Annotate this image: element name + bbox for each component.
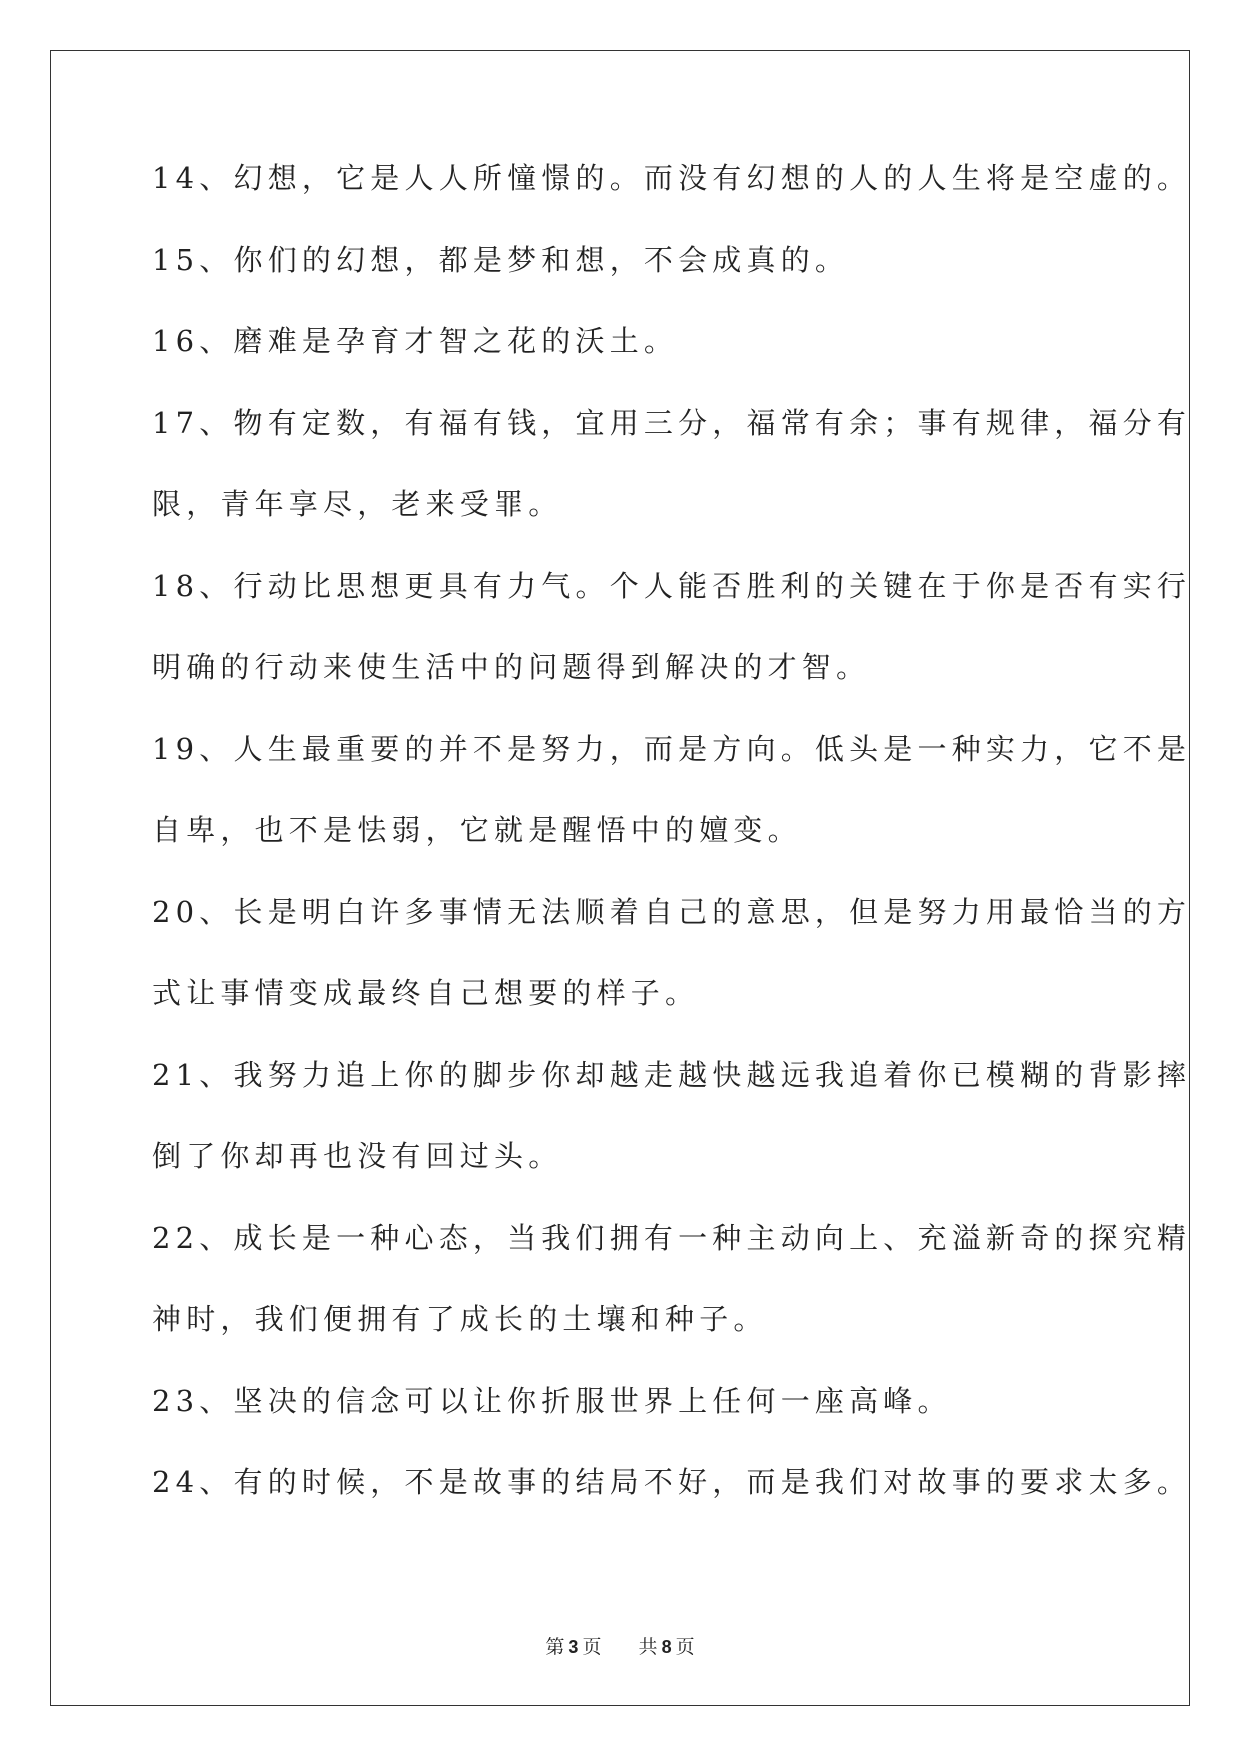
text-line: 21、我努力追上你的脚步你却越走越快越远我追着你已模糊的背影摔 [152,1057,1192,1092]
page-number [545,1636,609,1658]
page-suffix: 页 [582,1636,603,1658]
document-body [152,158,1192,1544]
text-line: 自卑，也不是怯弱，它就是醒悟中的嬗变。 [152,813,802,847]
text-line: 23、坚决的信念可以让你折服世界上任何一座高峰。 [152,1383,952,1418]
page-prefix: 第 [545,1636,566,1658]
total-suffix: 页 [675,1636,696,1658]
text-line: 17、物有定数，有福有钱，宜用三分，福常有余；事有规律，福分有 [152,405,1192,440]
page-footer [0,1632,1241,1659]
text-line: 明确的行动来使生活中的问题得到解决的才智。 [152,650,871,684]
page-total [639,1636,696,1658]
text-line: 16、磨难是孕育才智之花的沃土。 [152,324,679,358]
text-line: 22、成长是一种心态，当我们拥有一种主动向上、充溢新奇的探究精 [152,1220,1192,1255]
text-line: 倒了你却再也没有回过头。 [152,1139,563,1173]
text-line: 神时，我们便拥有了成长的土壤和种子。 [152,1302,768,1336]
text-line: 式让事情变成最终自己想要的样子。 [152,976,700,1010]
text-line: 24、有的时候，不是故事的结局不好，而是我们对故事的要求太多。 [152,1465,1192,1499]
text-line: 19、人生最重要的并不是努力，而是方向。低头是一种实力，它不是 [152,731,1192,766]
total-prefix: 共 [638,1636,659,1658]
current-page: 3 [568,1637,580,1657]
text-line: 20、长是明白许多事情无法顺着自己的意思，但是努力用最恰当的方 [152,894,1192,929]
total-pages: 8 [661,1637,673,1657]
text-line: 14、幻想，它是人人所憧憬的。而没有幻想的人的人生将是空虚的。 [152,161,1192,195]
text-line: 18、行动比思想更具有力气。个人能否胜利的关键在于你是否有实行 [152,568,1192,603]
text-line: 15、你们的幻想，都是梦和想，不会成真的。 [152,242,850,277]
text-line: 限，青年享尽，老来受罪。 [152,487,563,521]
